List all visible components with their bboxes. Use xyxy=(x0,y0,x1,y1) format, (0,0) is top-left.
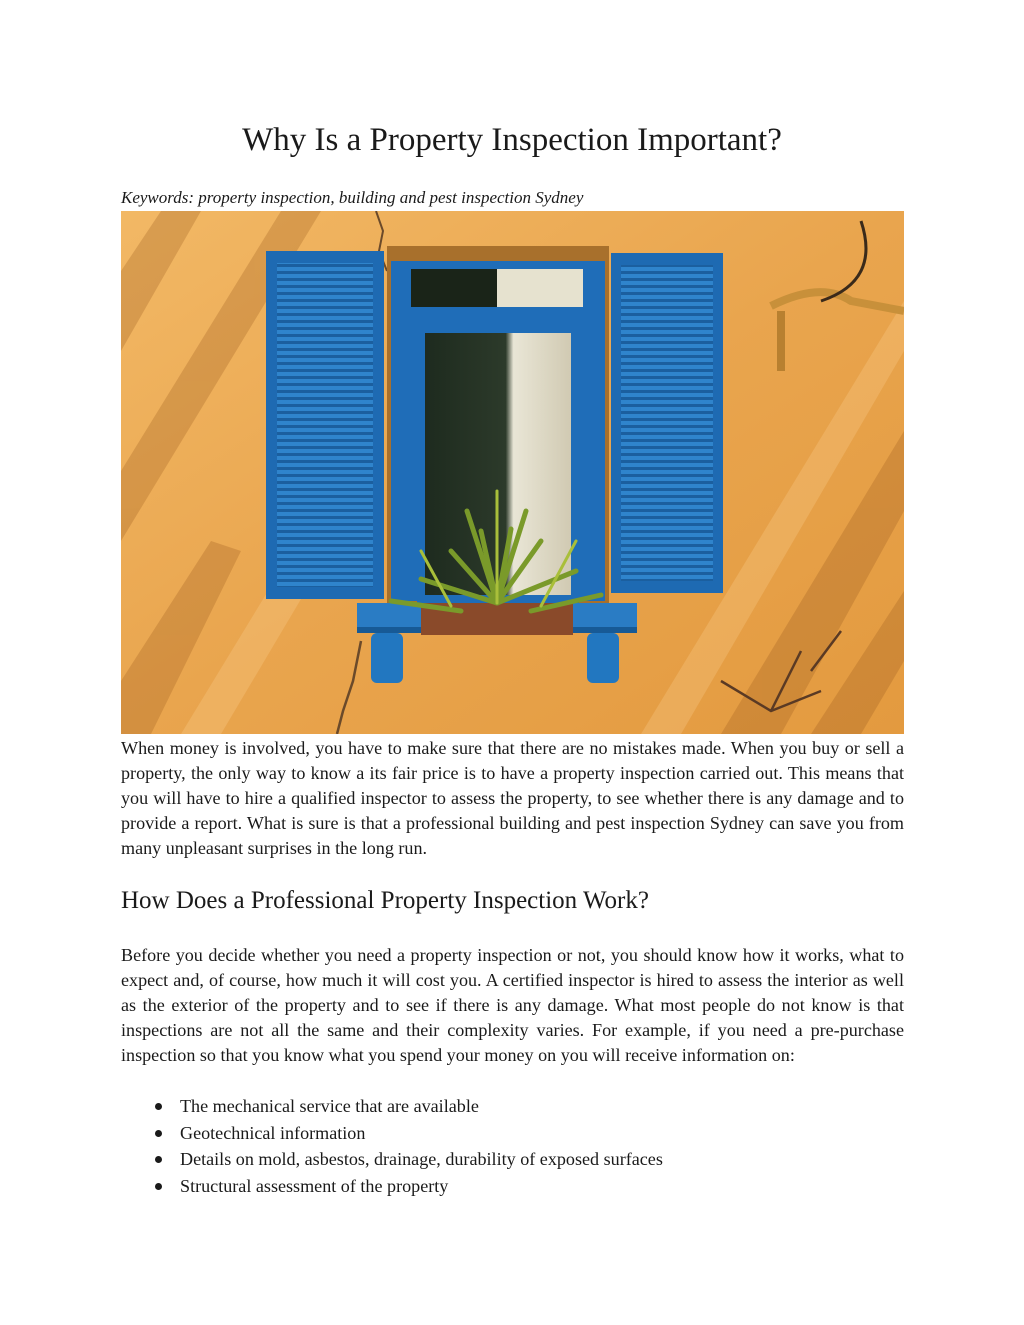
list-item xyxy=(121,1146,904,1173)
list-item-text: Structural assessment of the property xyxy=(180,1175,449,1196)
section-heading: How Does a Professional Property Inspection Work? xyxy=(121,887,649,914)
bullet-icon xyxy=(155,1183,162,1190)
list-item xyxy=(121,1173,904,1200)
list-item-text: Geotechnical information xyxy=(180,1122,366,1143)
list-item-text: Details on mold, asbestos, drainage, durability of exposed surfaces xyxy=(180,1149,663,1169)
body-paragraph: Before you decide whether you need a property inspection or not, you should know how it works, what to expect and, of course, how much it will cost you. A certified inspector is hired to assess the interior as well as the exterior of the property and to see if there is any damage. What most people do not know is that inspections are not all the same and their complexity varies. For example, if you need a pre-purchase inspection so that you know what you spend your money on you will receive information on: xyxy=(121,945,904,1065)
keywords-line: Keywords: property inspection, building and pest inspection Sydney xyxy=(121,188,584,207)
intro-paragraph: When money is involved, you have to make sure that there are no mistakes made. When you buy or sell a property, the only way to know a its fair price is to have a property inspection carried out. This means that you will have to hire a qualified inspector to assess the property, to see whether there is any damage and to provide a report. What is sure is that a professional building and pest inspection Sydney can save you from many unpleasant surprises in the long run. xyxy=(121,738,904,858)
window-photo xyxy=(121,211,904,734)
bullet-icon xyxy=(155,1103,162,1110)
bullet-list xyxy=(121,1093,904,1199)
list-item xyxy=(121,1093,904,1120)
bullet-icon xyxy=(155,1130,162,1137)
list-item xyxy=(121,1120,904,1147)
page-title: Why Is a Property Inspection Important? xyxy=(242,122,782,158)
bullet-icon xyxy=(155,1156,162,1163)
list-item-text: The mechanical service that are available xyxy=(180,1096,479,1116)
